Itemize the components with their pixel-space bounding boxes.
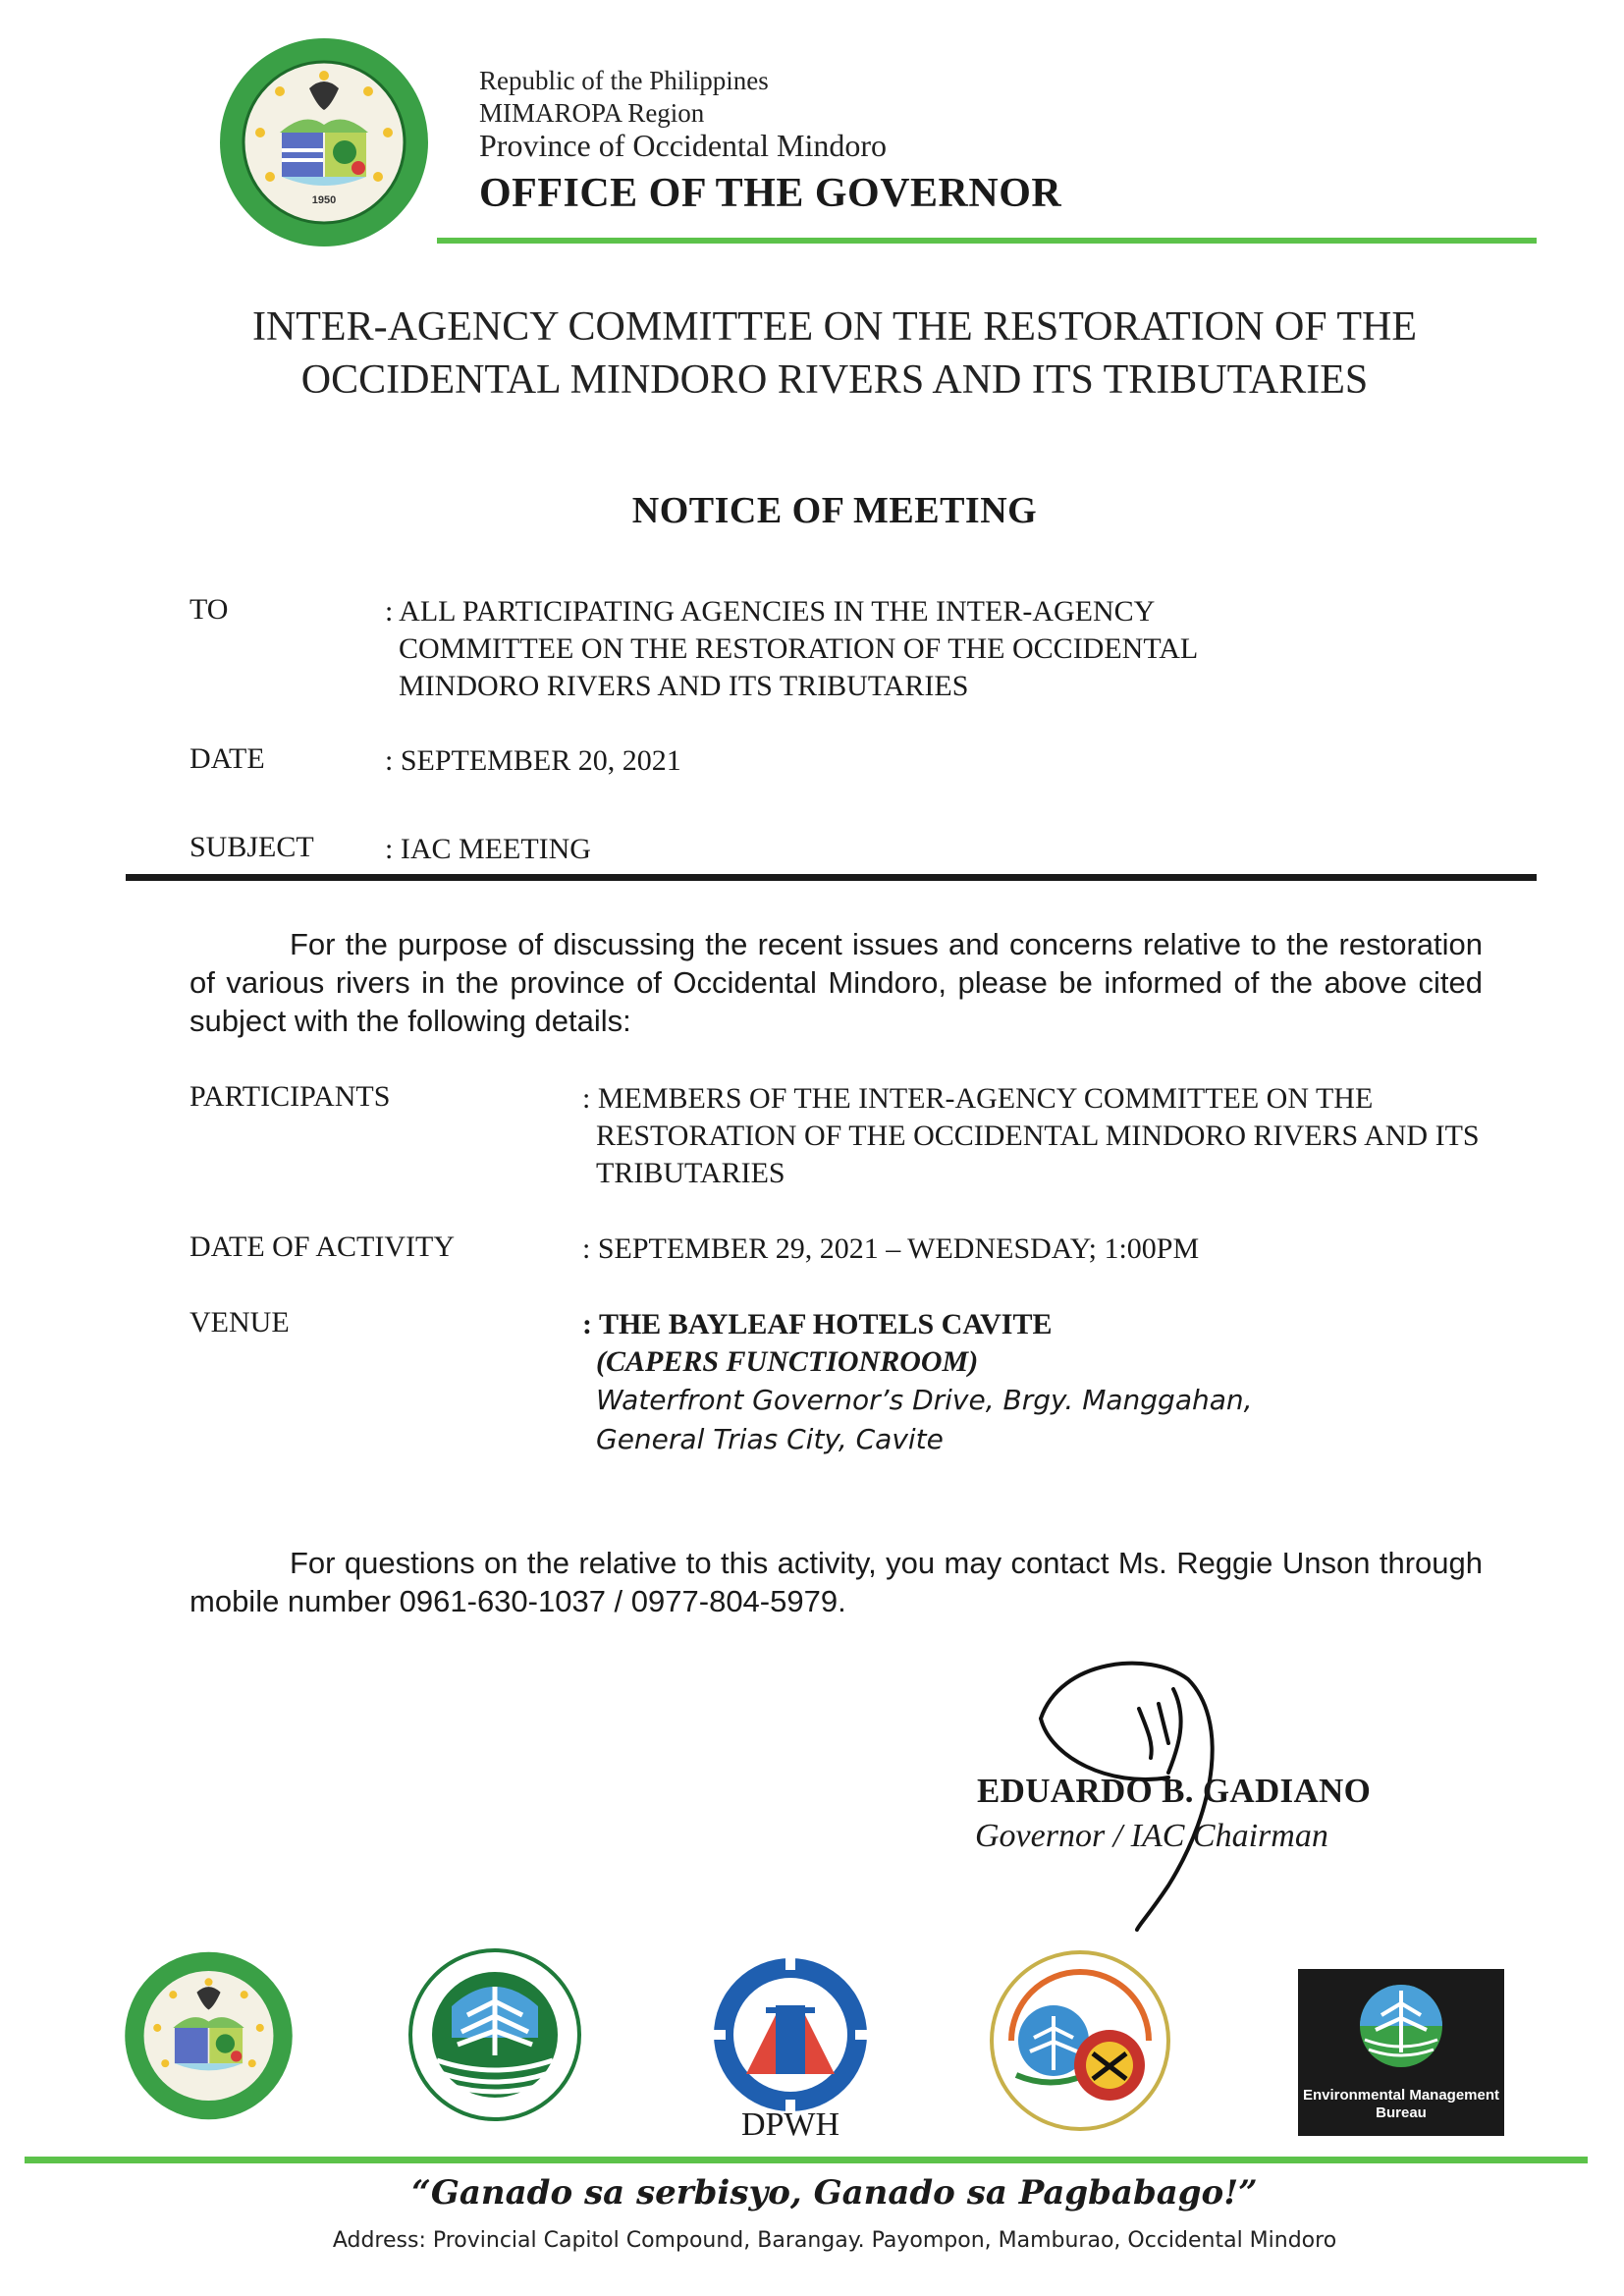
header-divider (437, 238, 1537, 244)
memo-to-value: : ALL PARTICIPATING AGENCIES IN THE INTER-AGENCY COMMITTEE ON THE RESTORATION OF THE OCCIDENTAL MINDORO RIVERS AND ITS TRIBUTARIES (385, 595, 1198, 702)
provincial-seal-logo-footer (118, 1947, 299, 2124)
committee-title-line2: OCCIDENTAL MINDORO RIVERS AND ITS TRIBUTARIES (300, 357, 1369, 403)
activity-date-value: : SEPTEMBER 29, 2021 – WEDNESDAY; 1:00PM (582, 1232, 1200, 1265)
seal-year-text: 1950 (311, 194, 337, 206)
memo-subject-label: SUBJECT (189, 831, 314, 863)
header-republic: Republic of the Philippines (479, 66, 769, 95)
footer-address: Address: Provincial Capitol Compound, Barangay. Payompon, Mamburao, Occidental Mindoro (332, 2228, 1337, 2253)
activity-date-label: DATE OF ACTIVITY (189, 1230, 455, 1263)
footer-motto: “Ganado sa serbisyo, Ganado sa Pagbabago!” (411, 2173, 1258, 2213)
dpwh-label: DPWH (740, 2106, 840, 2143)
venue-room: (CAPERS FUNCTIONROOM) (596, 1345, 979, 1378)
participants-label: PARTICIPANTS (189, 1080, 391, 1113)
venue-name: : THE BAYLEAF HOTELS CAVITE (582, 1308, 1053, 1340)
participants-value: : MEMBERS OF THE INTER-AGENCY COMMITTEE ON THE RESTORATION OF THE OCCIDENTAL MINDORO RIVERS AND ITS TRIBUTARIES (582, 1082, 1480, 1189)
denr-logo (407, 1947, 582, 2122)
header-office-title: OFFICE OF THE GOVERNOR (479, 171, 1062, 216)
memo-date-value: : SEPTEMBER 20, 2021 (385, 744, 681, 777)
signatory-name: EDUARDO B. GADIANO (977, 1772, 1372, 1810)
committee-title-line1: INTER-AGENCY COMMITTEE ON THE RESTORATION OF THE (251, 304, 1418, 350)
emb-label: Environmental Management Bureau (1302, 2087, 1500, 2121)
venue-address-line1: Waterfront Governor’s Drive, Brgy. Manggahan, (596, 1384, 1253, 1416)
memo-date-label: DATE (189, 742, 265, 775)
signatory-title: Governor / IAC Chairman (975, 1818, 1328, 1854)
committee-title (128, 301, 1542, 407)
intro-paragraph: For the purpose of discussing the recent issues and concerns relative to the restoration of various rivers in the province of Occidental Mindoro, please be informed of the above cited subject with the following details: (189, 927, 1483, 1038)
memo-divider (126, 874, 1537, 881)
notice-title: NOTICE OF MEETING (631, 490, 1038, 531)
footer-divider (25, 2157, 1588, 2163)
venue-address-line2: General Trias City, Cavite (596, 1423, 944, 1455)
memo-subject-value: : IAC MEETING (385, 833, 591, 865)
header-province: Province of Occidental Mindoro (479, 128, 887, 163)
provincial-seal-logo (211, 34, 437, 250)
venue-label: VENUE (189, 1306, 290, 1339)
header-region: MIMAROPA Region (479, 98, 705, 128)
contact-paragraph: For questions on the relative to this activity, you may contact Ms. Reggie Unson through mobile number 0961-630-1037 / 0977-804-5979. (189, 1546, 1483, 1618)
mgb-logo (987, 1947, 1173, 2134)
venue-value (582, 1306, 1466, 1459)
memo-to-label: TO (189, 593, 229, 626)
